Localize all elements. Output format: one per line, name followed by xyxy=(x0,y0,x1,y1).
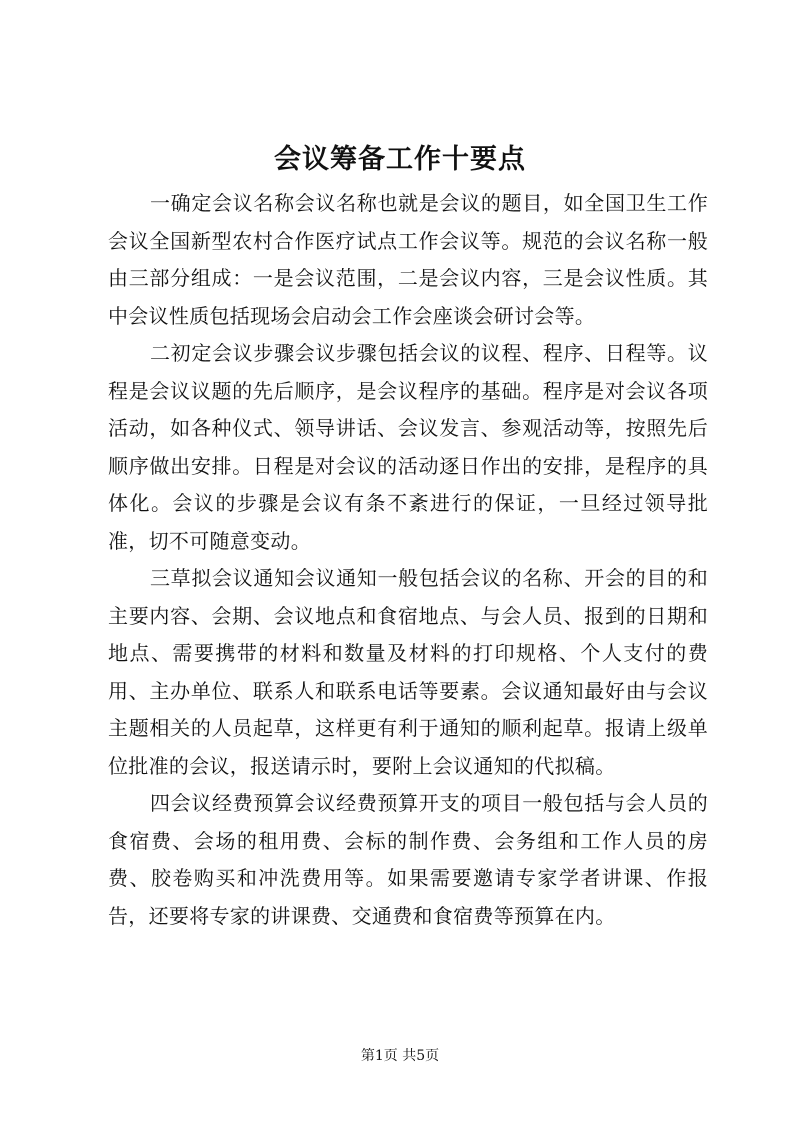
document-body xyxy=(108,185,708,935)
page-footer: 第1页 共5页 xyxy=(360,1048,440,1064)
paragraph-3: 三草拟会议通知会议通知一般包括会议的名称、开会的目的和主要内容、会期、会议地点和食宿地点、与会人员、报到的日期和地点、需要携带的材料和数量及材料的打印规格、个人支付的费用、主办单位、联系人和联系电话等要素。会议通知最好由与会议主题相关的人员起草，这样更有利于通知的顺利起草。报请上级单位批准的会议，报送请示时，要附上会议通知的代拟稿。 xyxy=(108,566,708,778)
paragraph-2: 二初定会议步骤会议步骤包括会议的议程、程序、日程等。议程是会议议题的先后顺序，是会议程序的基础。程序是对会议各项活动，如各种仪式、领导讲话、会议发言、参观活动等，按照先后顺序做出安排。日程是对会议的活动逐日作出的安排，是程序的具体化。会议的步骤是会议有条不紊进行的保证，一旦经过领导批准，切不可随意变动。 xyxy=(108,341,708,553)
document-title: 会议筹备工作十要点 xyxy=(274,144,526,175)
paragraph-1: 一确定会议名称会议名称也就是会议的题目，如全国卫生工作会议全国新型农村合作医疗试点工作会议等。规范的会议名称一般由三部分组成：一是会议范围，二是会议内容，三是会议性质。其中会议性质包括现场会启动会工作会座谈会研讨会等。 xyxy=(108,191,708,328)
paragraph-4: 四会议经费预算会议经费预算开支的项目一般包括与会人员的食宿费、会场的租用费、会标的制作费、会务组和工作人员的房费、胶卷购买和冲洗费用等。如果需要邀请专家学者讲课、作报告，还要将专家的讲课费、交通费和食宿费等预算在内。 xyxy=(108,791,708,928)
